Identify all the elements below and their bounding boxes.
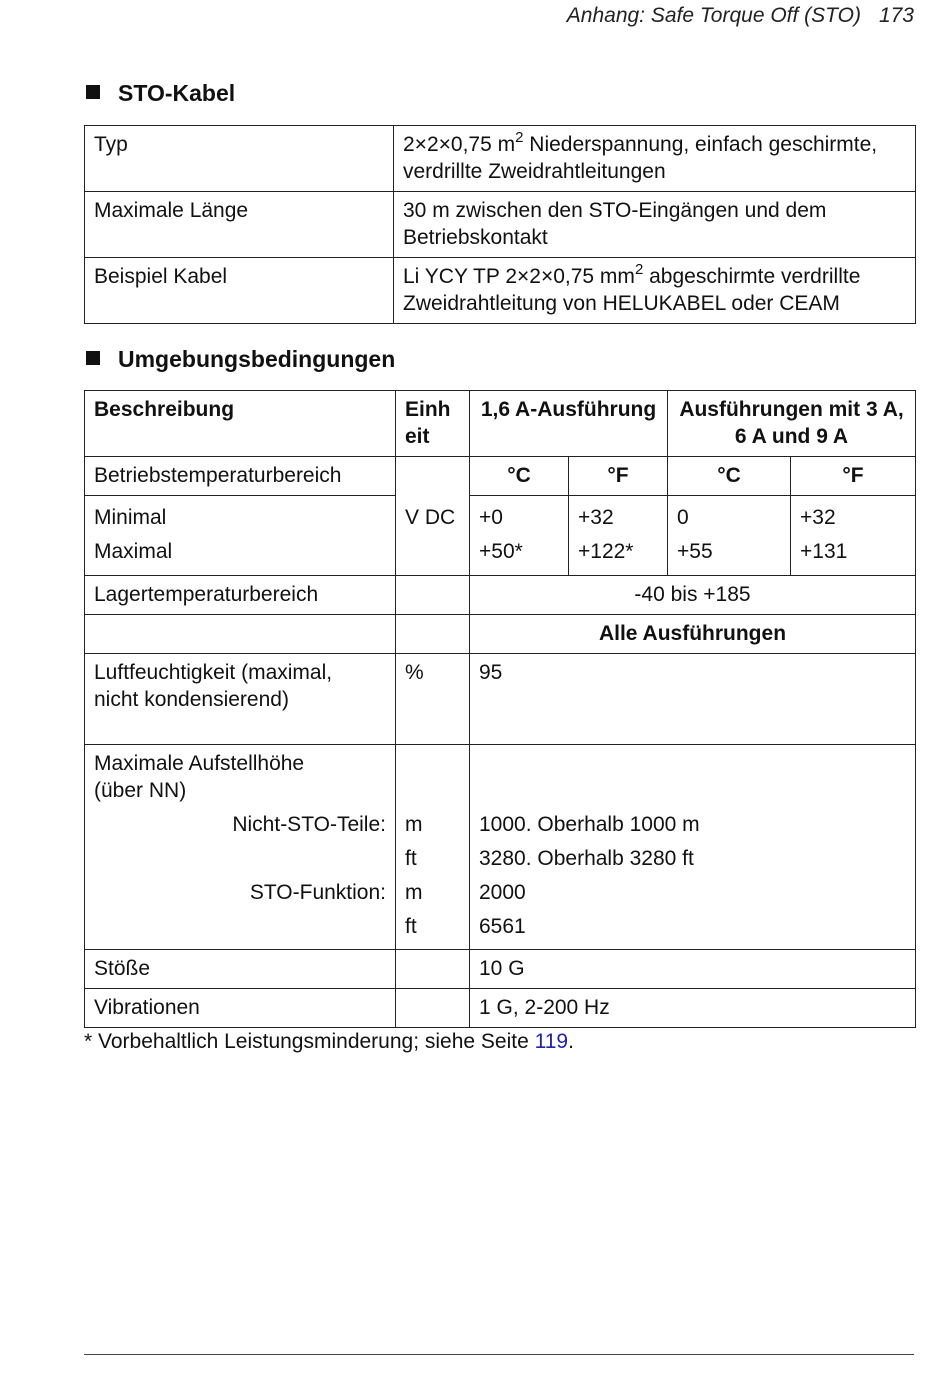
table-cell: Beispiel Kabel bbox=[85, 258, 394, 324]
table-cell: °C bbox=[668, 457, 791, 496]
table-cell: 1000. Oberhalb 1000 m 3280. Oberhalb 3280 ft 2000 6561 bbox=[470, 745, 916, 950]
header-cell: Einh eit bbox=[396, 391, 470, 457]
table-cell: Li YCY TP 2×2×0,75 $mm^2$ abgeschirmte verdrillte Zweidrahtleitung von HELUKABEL oder CEAM bbox=[394, 258, 916, 324]
table-cell: 1 G, 2-200 Hz bbox=[470, 989, 916, 1028]
table-cell: V DC bbox=[396, 496, 470, 576]
table-row bbox=[85, 496, 916, 576]
table-cell: +32 +131 bbox=[791, 496, 916, 576]
table-row bbox=[85, 989, 916, 1028]
page-header bbox=[567, 4, 914, 28]
table-cell: Lagertemperaturbereich bbox=[85, 576, 396, 615]
table-cell: m ft m ft bbox=[396, 745, 470, 950]
table-cell: Stöße bbox=[85, 950, 396, 989]
table-cell: +32 +122* bbox=[569, 496, 668, 576]
table-cell bbox=[85, 615, 396, 654]
page-link[interactable]: 119 bbox=[534, 1030, 569, 1053]
table-header-row bbox=[85, 391, 916, 457]
section-heading-environment: Umgebungsbedingungen bbox=[86, 346, 395, 373]
table-cell bbox=[396, 576, 470, 615]
table-cell bbox=[396, 615, 470, 654]
bullet-square-icon bbox=[86, 351, 100, 365]
table-cell: Betriebstemperaturbereich bbox=[85, 457, 396, 496]
table-cell: 0 +55 bbox=[668, 496, 791, 576]
sto-cable-table bbox=[84, 125, 916, 324]
table-cell: -40 bis +185 bbox=[470, 576, 916, 615]
table-row bbox=[85, 950, 916, 989]
table-cell: °F bbox=[791, 457, 916, 496]
table-cell: % bbox=[396, 654, 470, 745]
table-cell: Maximale Länge bbox=[85, 192, 394, 258]
table-cell: 2×2×0,75 $m^2$ Niederspannung, einfach geschirmte, verdrillte Zweidrahtleitungen bbox=[394, 126, 916, 192]
table-row bbox=[85, 615, 916, 654]
table-cell bbox=[396, 989, 470, 1028]
table-cell bbox=[396, 950, 470, 989]
table-row bbox=[85, 745, 916, 950]
table-row bbox=[85, 192, 916, 258]
table-row bbox=[85, 126, 916, 192]
table-cell: Maximale Aufstellhöhe (über NN) Nicht-STO-Teile: STO-Funktion: bbox=[85, 745, 396, 950]
footnote: * Vorbehaltlich Leistungsminderung; siehe Seite 119. bbox=[84, 1030, 574, 1053]
table-cell: Luftfeuchtigkeit (maximal, nicht kondensierend) bbox=[85, 654, 396, 745]
section-heading-sto-cable: STO-Kabel bbox=[86, 80, 235, 107]
footer-rule bbox=[84, 1354, 914, 1355]
header-cell: Beschreibung bbox=[85, 391, 396, 457]
header-title: Anhang: Safe Torque Off (STO) bbox=[566, 4, 861, 27]
table-cell: Typ bbox=[85, 126, 394, 192]
table-cell: Vibrationen bbox=[85, 989, 396, 1028]
bullet-square-icon bbox=[86, 85, 100, 99]
table-row bbox=[85, 457, 916, 496]
table-cell bbox=[396, 457, 470, 496]
table-cell: °C bbox=[470, 457, 569, 496]
header-cell: 1,6 A-Ausführung bbox=[470, 391, 668, 457]
header-cell: Ausführungen mit 3 A, 6 A und 9 A bbox=[668, 391, 916, 457]
page-number: 173 bbox=[878, 4, 914, 27]
table-row bbox=[85, 258, 916, 324]
table-cell: +0 +50* bbox=[470, 496, 569, 576]
table-cell: 30 m zwischen den STO-Eingängen und dem Betriebskontakt bbox=[394, 192, 916, 258]
table-cell: 10 G bbox=[470, 950, 916, 989]
table-row bbox=[85, 576, 916, 615]
table-row bbox=[85, 654, 916, 745]
environment-table bbox=[84, 390, 916, 1028]
table-cell: Alle Ausführungen bbox=[470, 615, 916, 654]
table-cell: Minimal Maximal bbox=[85, 496, 396, 576]
table-cell: °F bbox=[569, 457, 668, 496]
table-cell: 95 bbox=[470, 654, 916, 745]
